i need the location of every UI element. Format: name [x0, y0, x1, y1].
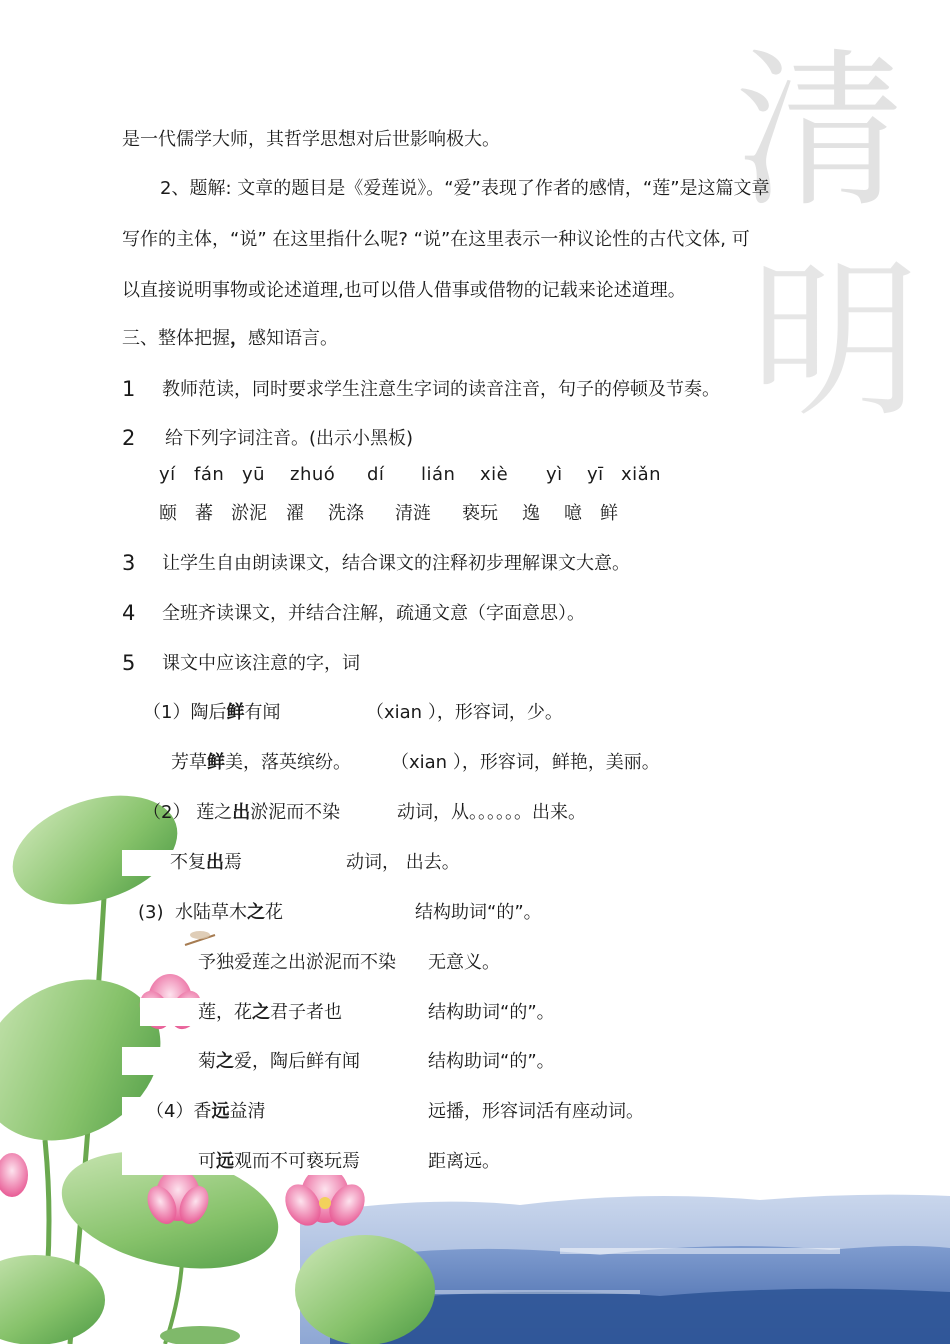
pinyin: xiè	[480, 464, 509, 485]
title-explanation-line-2: 写作的主体，“说” 在这里指什么呢? “说”在这里表示一种议论性的古代文体, 可	[122, 229, 750, 250]
pinyin: yū	[242, 464, 266, 485]
pinyin: yì	[546, 464, 563, 485]
item-text: 给下列字词注音。(出示小黑板)	[165, 428, 414, 449]
calligraphy-watermark: 清	[734, 33, 906, 231]
note-meaning: （xian ），形容词，鲜艳，美丽。	[391, 752, 660, 773]
character: 颐	[159, 503, 177, 524]
character: 濯	[286, 503, 304, 524]
note-meaning: 远播，形容词活有座动词。	[428, 1101, 644, 1122]
note-meaning: 结构助词“的”。	[428, 1002, 555, 1023]
character: 亵玩	[462, 503, 498, 524]
item-text: 课文中应该注意的字，词	[162, 653, 360, 674]
item-text: 教师范读，同时要求学生注意生字词的读音注音，句子的停顿及节奏。	[162, 379, 720, 400]
note-example: 不复出焉	[170, 852, 242, 873]
note-meaning: （xian ），形容词，少。	[366, 702, 563, 723]
note-meaning: 距离远。	[428, 1151, 500, 1172]
note-meaning: 动词，从。。。。。。出来。	[397, 802, 586, 823]
section-heading: 三、整体把握，感知语言。	[122, 328, 338, 349]
note-example: 芳草鲜美，落英缤纷。	[171, 752, 351, 773]
item-text: 全班齐读课文，并结合注解，疏通文意（字面意思）。	[162, 603, 585, 624]
intro-end-line: 是一代儒学大师，其哲学思想对后世影响极大。	[122, 129, 500, 150]
character: 噫	[564, 503, 582, 524]
pinyin: zhuó	[290, 464, 336, 485]
character: 清涟	[395, 503, 431, 524]
title-explanation-line-3: 以直接说明事物或论述道理,也可以借人借事或借物的记载来论述道理。	[122, 280, 686, 301]
title-explanation-line-1: 2、题解: 文章的题目是《爱莲说》。“爱”表现了作者的感情，“莲”是这篇文章	[160, 178, 770, 199]
character: 洗涤	[328, 503, 364, 524]
item-number: 5	[122, 651, 136, 675]
character: 淤泥	[231, 503, 267, 524]
pinyin: fán	[194, 464, 225, 485]
note-example: 可远观而不可亵玩焉	[198, 1151, 360, 1172]
note-example: （4）香远益清	[146, 1101, 266, 1122]
note-example: 菊之爱，陶后鲜有闻	[198, 1051, 360, 1072]
note-meaning: 结构助词“的”。	[428, 1051, 555, 1072]
pinyin: yí	[159, 464, 176, 485]
note-example: (3) 水陆草木之花	[138, 902, 283, 923]
note-example: 莲，花之君子者也	[198, 1002, 342, 1023]
note-example: 予独爱莲之出淤泥而不染	[198, 952, 396, 973]
item-number: 4	[122, 601, 136, 625]
note-example: （1）陶后鲜有闻	[143, 702, 281, 723]
character: 逸	[522, 503, 540, 524]
note-example: （2） 莲之出淤泥而不染	[143, 802, 341, 823]
pinyin: xiǎn	[621, 464, 662, 485]
item-text: 让学生自由朗读课文，结合课文的注释初步理解课文大意。	[162, 553, 630, 574]
character: 蕃	[195, 503, 213, 524]
note-meaning: 动词， 出去。	[346, 852, 460, 873]
item-number: 3	[122, 551, 136, 575]
character: 鲜	[600, 503, 618, 524]
item-number: 1	[122, 377, 136, 401]
note-meaning: 结构助词“的”。	[415, 902, 542, 923]
item-number: 2	[122, 426, 136, 450]
pinyin: lián	[421, 464, 456, 485]
pinyin: yī	[587, 464, 604, 485]
pinyin: dí	[367, 464, 385, 485]
svg-text:明: 明	[749, 243, 921, 441]
note-meaning: 无意义。	[428, 952, 500, 973]
